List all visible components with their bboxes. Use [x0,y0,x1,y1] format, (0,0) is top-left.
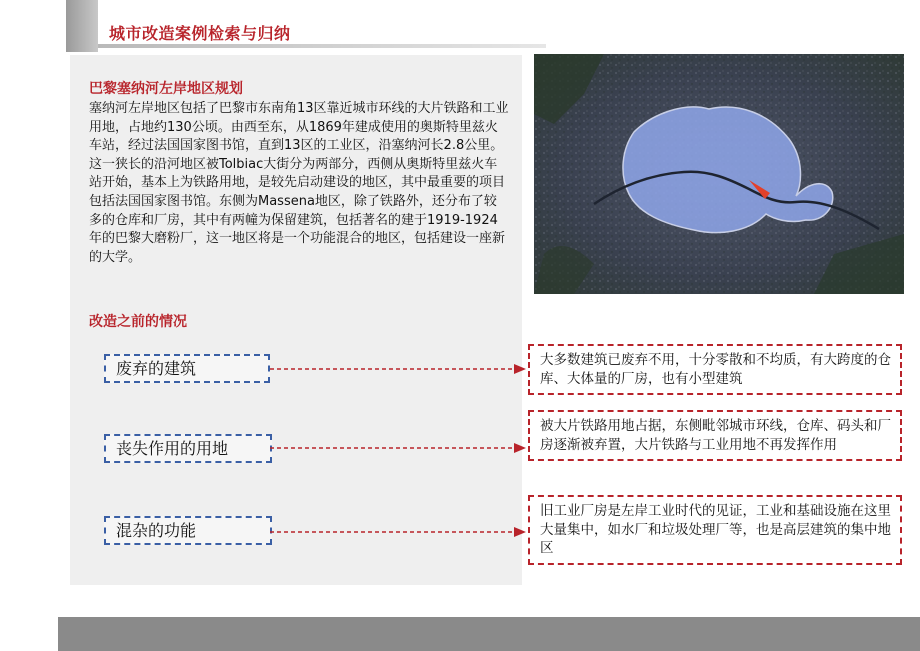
arrow-right-icon [270,526,528,538]
description-text: 旧工业厂房是左岸工业时代的见证，工业和基础设施在这里大量集中，如水厂和垃圾处理厂等，也是高层建筑的集中地区 [540,503,891,556]
label-text: 混杂的功能 [116,521,197,540]
label-mixed-functions [104,516,272,545]
page-title: 城市改造案例检索与归纳 [109,24,291,43]
satellite-image [534,54,904,294]
description-text: 被大片铁路用地占据，东侧毗邻城市环线，仓库、码头和厂房逐渐被弃置，大片铁路与工业用地不再发挥作用 [540,418,891,453]
title-underline [98,44,546,48]
description-abandoned-buildings [528,344,902,395]
case-description: 塞纳河左岸地区包括了巴黎市东南角13区靠近城市环线的大片铁路和工业用地，占地约130公顷。由西至东，从1869年建成使用的奥斯特里兹火车站，经过法国国家图书馆，直到13区的工业区，沿塞纳河长2.8公里。这一狭长的沿河地区被Tolbiac大街分为两部分，西侧从奥斯特里兹火车站开始，基本上为铁路用地，是较先启动建设的地区，其中最重要的项目包括法国国家图书馆。东侧为Massena地区，除了铁路外，还分布了较多的仓库和厂房，其中有两幢为保留建筑，包括著名的建于1919-1924年的巴黎大磨粉厂，这一地区将是一个功能混合的地区，包括建设一座新的大学。 [89,101,509,265]
arrow-right-icon [270,363,528,375]
case-heading: 巴黎塞纳河左岸地区规划 [89,81,243,97]
arrow-right-icon [270,442,528,454]
label-text: 丧失作用的用地 [116,439,229,458]
label-text: 废弃的建筑 [116,359,197,378]
before-heading: 改造之前的情况 [89,314,187,330]
footer-bar [58,617,920,651]
label-abandoned-buildings [104,354,270,383]
description-text: 大多数建筑已废弃不用，十分零散和不均质，有大跨度的仓库、大体量的厂房，也有小型建筑 [540,352,891,387]
title-tab-decoration [66,0,98,52]
label-lost-function-land [104,434,272,463]
description-mixed-functions [528,495,902,565]
description-lost-function-land [528,410,902,461]
paris-satellite-map [534,54,904,294]
